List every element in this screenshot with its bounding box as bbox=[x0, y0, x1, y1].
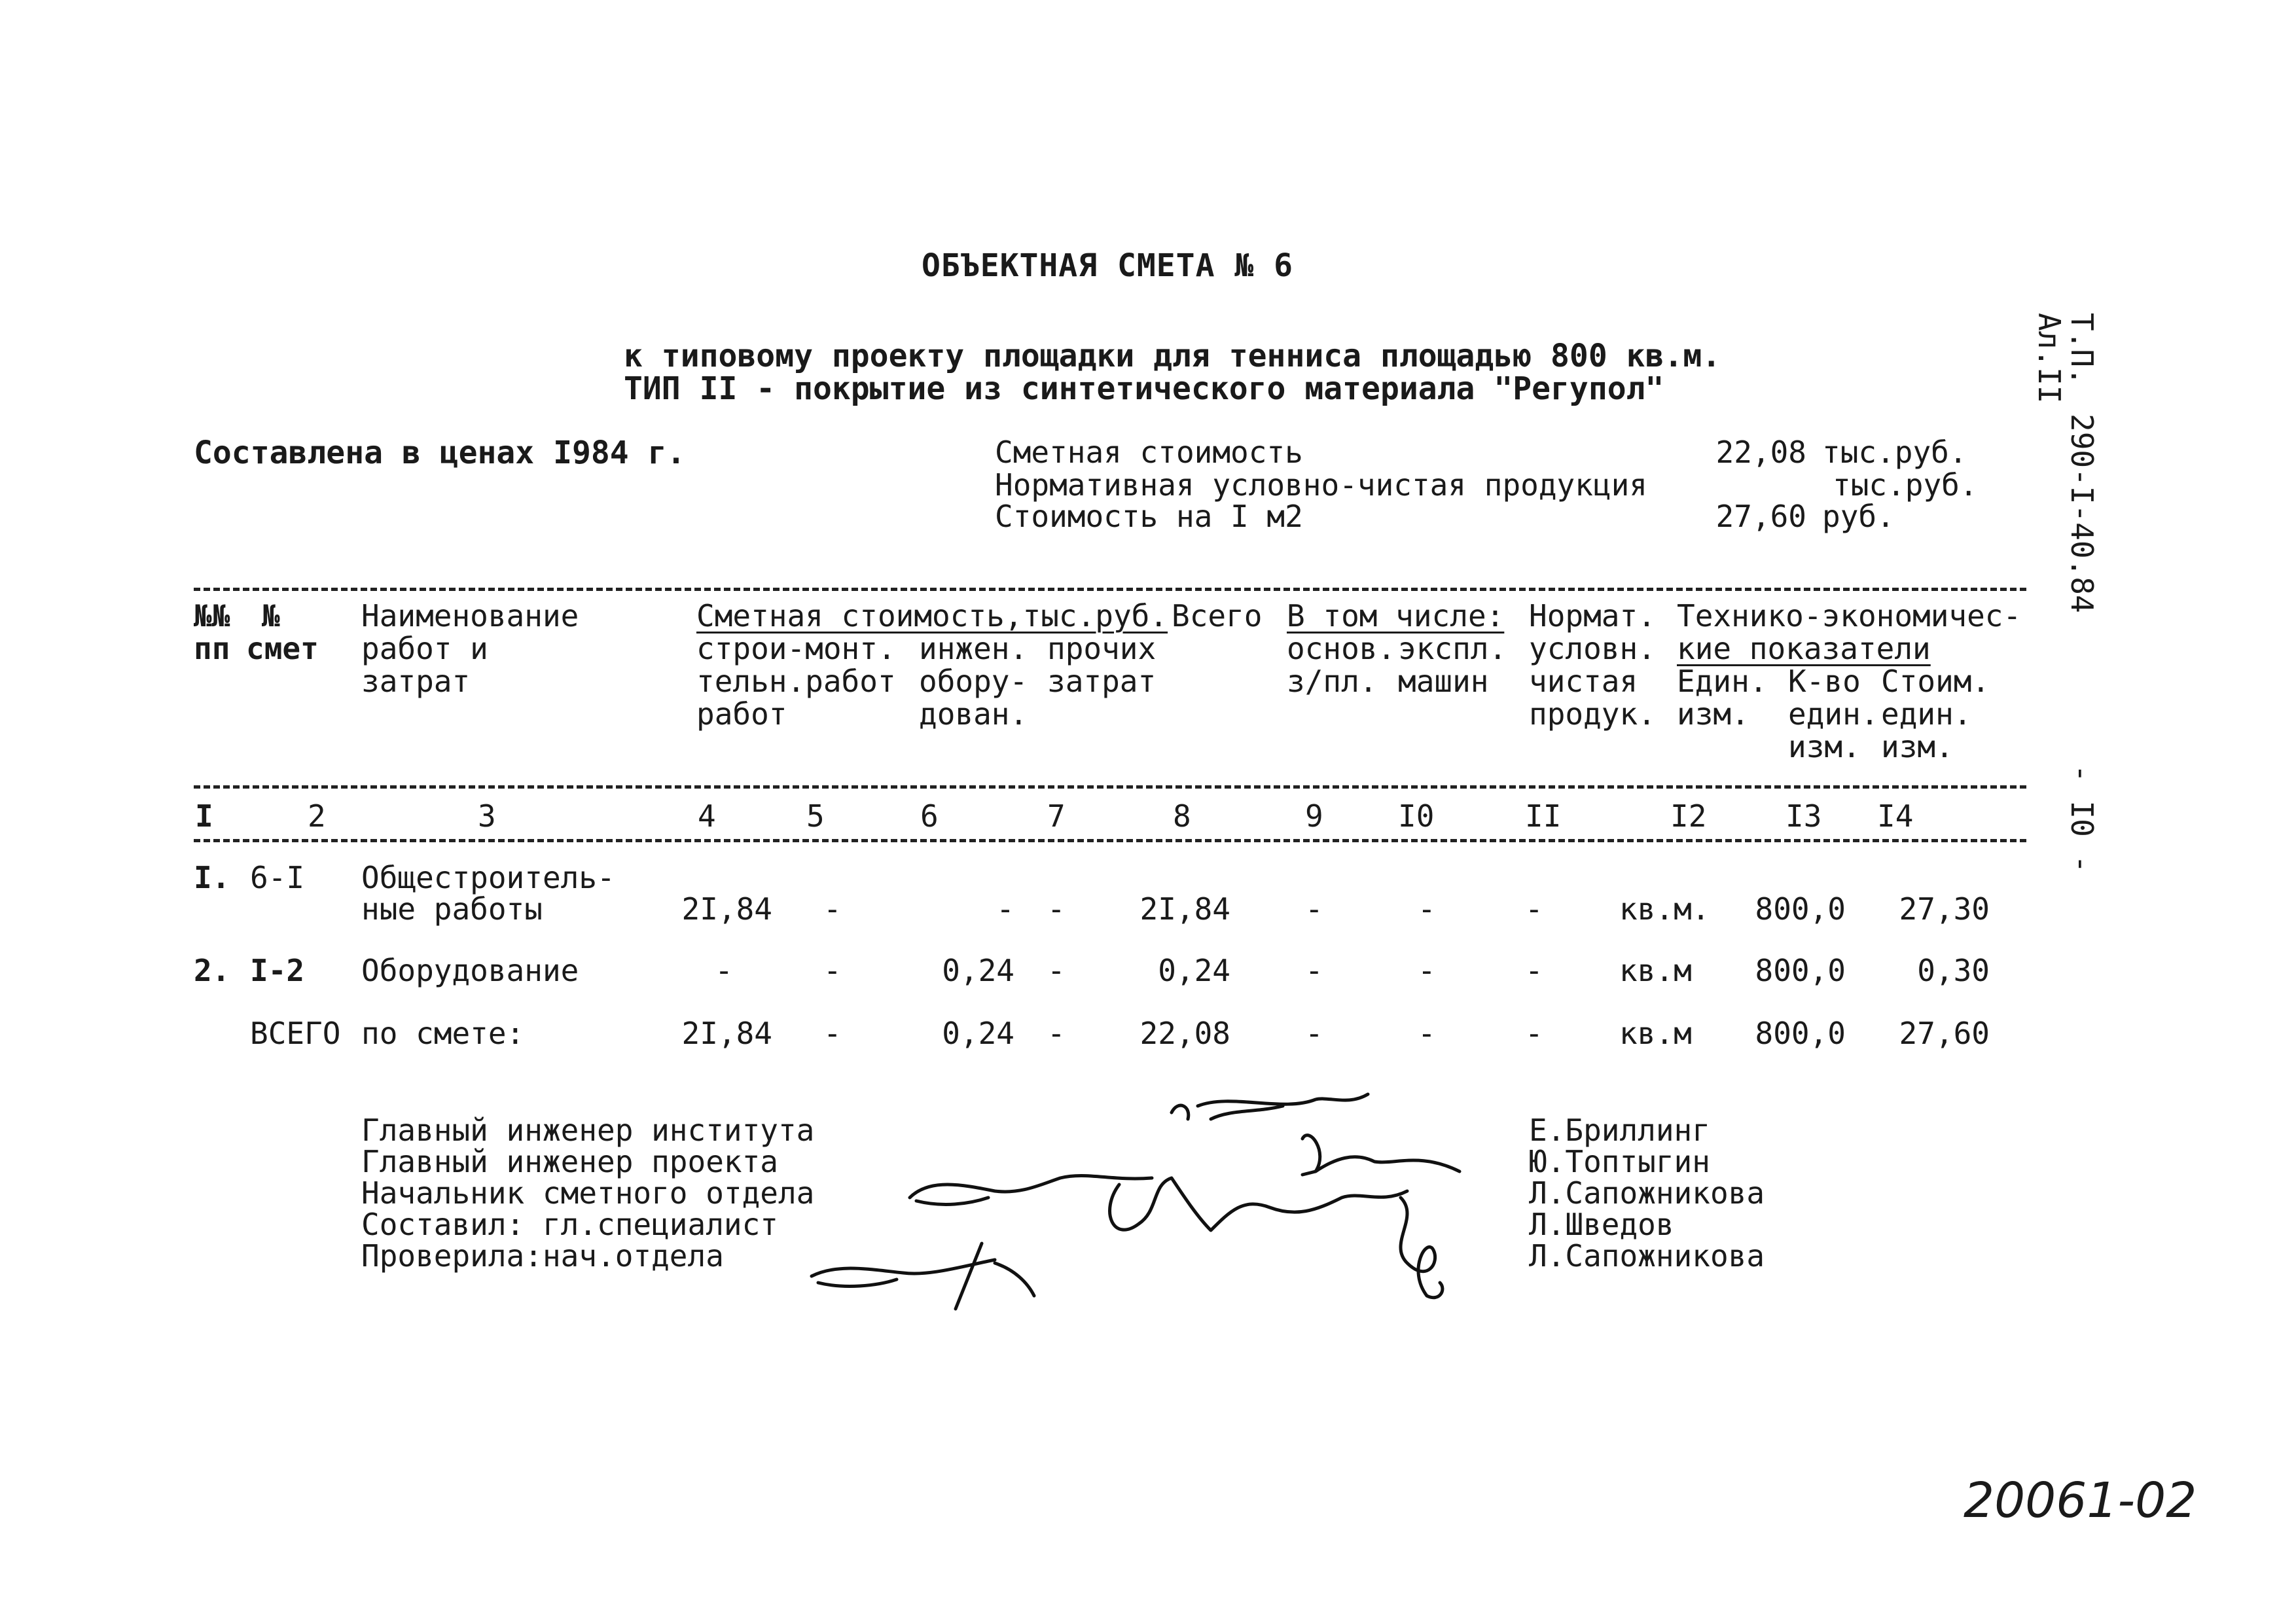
row-c4: - bbox=[715, 953, 733, 988]
row-c11: - bbox=[1525, 1016, 1543, 1051]
row-number: I. bbox=[194, 860, 230, 895]
row-name-line1: Общестроитель- bbox=[361, 860, 615, 895]
header-col6-line1: инжен. bbox=[919, 631, 1028, 666]
header-col14-line1: Стоим. bbox=[1881, 664, 1990, 699]
header-col13-line2: един. bbox=[1788, 696, 1879, 732]
colnum-10: I0 bbox=[1398, 798, 1435, 834]
header-col7-line2: затрат bbox=[1047, 664, 1157, 699]
row-c7: - bbox=[1047, 1016, 1066, 1051]
signature-name: Л.Сапожникова bbox=[1529, 1175, 1765, 1211]
header-col14-line2: един. bbox=[1881, 696, 1972, 732]
colnum-5: 5 bbox=[806, 798, 825, 834]
header-col13-line3: изм. bbox=[1788, 729, 1861, 764]
header-col13-line1: К-во bbox=[1788, 664, 1861, 699]
header-col11-line3: чистая bbox=[1529, 664, 1638, 699]
header-col4-line2: тельн.работ bbox=[696, 664, 896, 699]
document-subtitle-line2: ТИП II - покрытие из синтетического материала "Регупол" bbox=[624, 370, 1664, 407]
row-c12: кв.м bbox=[1619, 953, 1692, 988]
colnum-2: 2 bbox=[308, 798, 326, 834]
header-col9-line2: з/пл. bbox=[1287, 664, 1378, 699]
header-col12-line1: Един. bbox=[1677, 664, 1768, 699]
header-cost-total: Всего bbox=[1172, 598, 1263, 633]
row-name-line1: по смете: bbox=[361, 1016, 525, 1051]
header-col3-line3: затрат bbox=[361, 664, 471, 699]
row-c10: - bbox=[1418, 953, 1436, 988]
row-c11: - bbox=[1525, 953, 1543, 988]
row-c14: 27,30 bbox=[1899, 891, 1990, 927]
row-c14: 27,60 bbox=[1899, 1016, 1990, 1051]
row-c13: 800,0 bbox=[1755, 1016, 1846, 1051]
row-c5: - bbox=[823, 953, 842, 988]
summary-unit-cost: тыс.руб. bbox=[1822, 435, 1967, 470]
row-c13: 800,0 bbox=[1755, 953, 1846, 988]
row-number: 2. bbox=[194, 953, 230, 988]
row-c8: 2I,84 bbox=[1139, 891, 1230, 927]
side-code-al: Ал.II bbox=[2032, 313, 2067, 404]
row-c12: кв.м. bbox=[1619, 891, 1710, 927]
row-c5: - bbox=[823, 891, 842, 927]
signature-role: Главный инженер института bbox=[361, 1113, 815, 1148]
signature-name: Е.Бриллинг bbox=[1529, 1113, 1710, 1148]
row-c6: - bbox=[996, 891, 1014, 927]
row-c7: - bbox=[1047, 891, 1066, 927]
row-c8: 0,24 bbox=[1158, 953, 1230, 988]
header-col4-line1: строи-монт. bbox=[696, 631, 896, 666]
side-code-tp: Т.П. bbox=[2064, 313, 2100, 385]
colnum-9: 9 bbox=[1305, 798, 1323, 834]
colnum-11: II bbox=[1525, 798, 1562, 834]
header-col14-line3: изм. bbox=[1881, 729, 1954, 764]
summary-unit-per-m2: руб. bbox=[1822, 499, 1895, 534]
header-col10-line1: экспл. bbox=[1398, 631, 1507, 666]
header-tech-group-line1: Технико-экономичес- bbox=[1677, 598, 2022, 633]
header-col7-line1: прочих bbox=[1047, 631, 1157, 666]
row-c10: - bbox=[1418, 1016, 1436, 1051]
header-col11-line4: продук. bbox=[1529, 696, 1656, 732]
summary-unit-normative: тыс.руб. bbox=[1833, 467, 1978, 503]
signature-name: Л.Шведов bbox=[1529, 1207, 1674, 1242]
header-col1-line2: пп bbox=[194, 631, 230, 666]
signature-name: Л.Сапожникова bbox=[1529, 1238, 1765, 1274]
signature-stroke-2 bbox=[1302, 1135, 1460, 1175]
header-col3-line1: Наименование bbox=[361, 598, 579, 633]
row-c12: кв.м bbox=[1619, 1016, 1692, 1051]
row-c9: - bbox=[1305, 1016, 1323, 1051]
signature-role: Проверила:нач.отдела bbox=[361, 1238, 724, 1274]
header-col11-line2: условн. bbox=[1529, 631, 1656, 666]
prices-year-line: Составлена в ценах I984 г. bbox=[194, 435, 686, 471]
row-c14: 0,30 bbox=[1917, 953, 1990, 988]
header-col11-line1: Нормат. bbox=[1529, 598, 1656, 633]
row-c5: - bbox=[823, 1016, 842, 1051]
signature-stroke-1 bbox=[1172, 1094, 1368, 1119]
row-c9: - bbox=[1305, 953, 1323, 988]
row-c4: 2I,84 bbox=[681, 1016, 772, 1051]
colnum-8: 8 bbox=[1173, 798, 1191, 834]
header-col2-line2: смет bbox=[246, 631, 319, 666]
header-col3-line2: работ и bbox=[361, 631, 488, 666]
row-c8: 22,08 bbox=[1139, 1016, 1230, 1051]
row-c6: 0,24 bbox=[942, 1016, 1014, 1051]
summary-value-per-m2: 27,60 bbox=[1715, 499, 1806, 534]
header-col2-line1: № bbox=[262, 598, 280, 633]
colnum-12: I2 bbox=[1670, 798, 1707, 834]
page-number: - I0 - bbox=[2064, 764, 2100, 874]
row-number: ВСЕГО bbox=[250, 1016, 341, 1051]
colnum-6: 6 bbox=[920, 798, 939, 834]
colnum-13: I3 bbox=[1785, 798, 1822, 834]
row-c13: 800,0 bbox=[1755, 891, 1846, 927]
signature-role: Составил: гл.специалист bbox=[361, 1207, 778, 1242]
document-title: ОБЪЕКТНАЯ СМЕТА № 6 bbox=[922, 247, 1294, 284]
row-c4: 2I,84 bbox=[681, 891, 772, 927]
row-name-line1: Оборудование bbox=[361, 953, 579, 988]
header-incl-group: В том числе: bbox=[1287, 598, 1505, 633]
signature-stroke-6 bbox=[812, 1243, 1034, 1309]
row-name-line2: ные работы bbox=[361, 891, 543, 927]
colnum-14: I4 bbox=[1877, 798, 1914, 834]
signature-stroke-5 bbox=[1401, 1198, 1443, 1298]
document-subtitle-line1: к типовому проекту площадки для тенниса площадью 800 кв.м. bbox=[624, 338, 1721, 374]
signature-name: Ю.Топтыгин bbox=[1529, 1144, 1710, 1179]
colnum-4: 4 bbox=[698, 798, 716, 834]
header-col1-line1: №№ bbox=[194, 598, 230, 633]
header-col12-line2: изм. bbox=[1677, 696, 1749, 732]
header-tech-group-line2: кие показатели bbox=[1677, 631, 1931, 666]
summary-label-per-m2: Стоимость на I м2 bbox=[995, 499, 1303, 534]
signature-role: Главный инженер проекта bbox=[361, 1144, 778, 1179]
row-c11: - bbox=[1525, 891, 1543, 927]
header-col4-line3: работ bbox=[696, 696, 787, 732]
row-smeta: 6-I bbox=[250, 860, 305, 895]
stamp-number: 20061-02 bbox=[1964, 1472, 2197, 1529]
summary-label-normative: Нормативная условно-чистая продукция bbox=[995, 467, 1647, 503]
header-col9-line1: основ. bbox=[1287, 631, 1396, 666]
colnum-1: I bbox=[195, 798, 213, 834]
row-c10: - bbox=[1418, 891, 1436, 927]
row-c6: 0,24 bbox=[942, 953, 1014, 988]
colnum-7: 7 bbox=[1047, 798, 1066, 834]
header-cost-group: Сметная стоимость,тыс.руб. bbox=[696, 598, 1168, 633]
signature-stroke-4 bbox=[1110, 1178, 1407, 1230]
header-col6-line2: обору- bbox=[919, 664, 1028, 699]
colnum-3: 3 bbox=[478, 798, 496, 834]
header-col10-line2: машин bbox=[1398, 664, 1489, 699]
summary-label-cost: Сметная стоимость bbox=[995, 435, 1303, 470]
signature-role: Начальник сметного отдела bbox=[361, 1175, 815, 1211]
row-c7: - bbox=[1047, 953, 1066, 988]
row-c9: - bbox=[1305, 891, 1323, 927]
header-col6-line3: дован. bbox=[919, 696, 1028, 732]
side-code-number: 290-I-40.84 bbox=[2064, 414, 2100, 613]
summary-value-cost: 22,08 bbox=[1715, 435, 1806, 470]
row-smeta: I-2 bbox=[250, 953, 305, 988]
